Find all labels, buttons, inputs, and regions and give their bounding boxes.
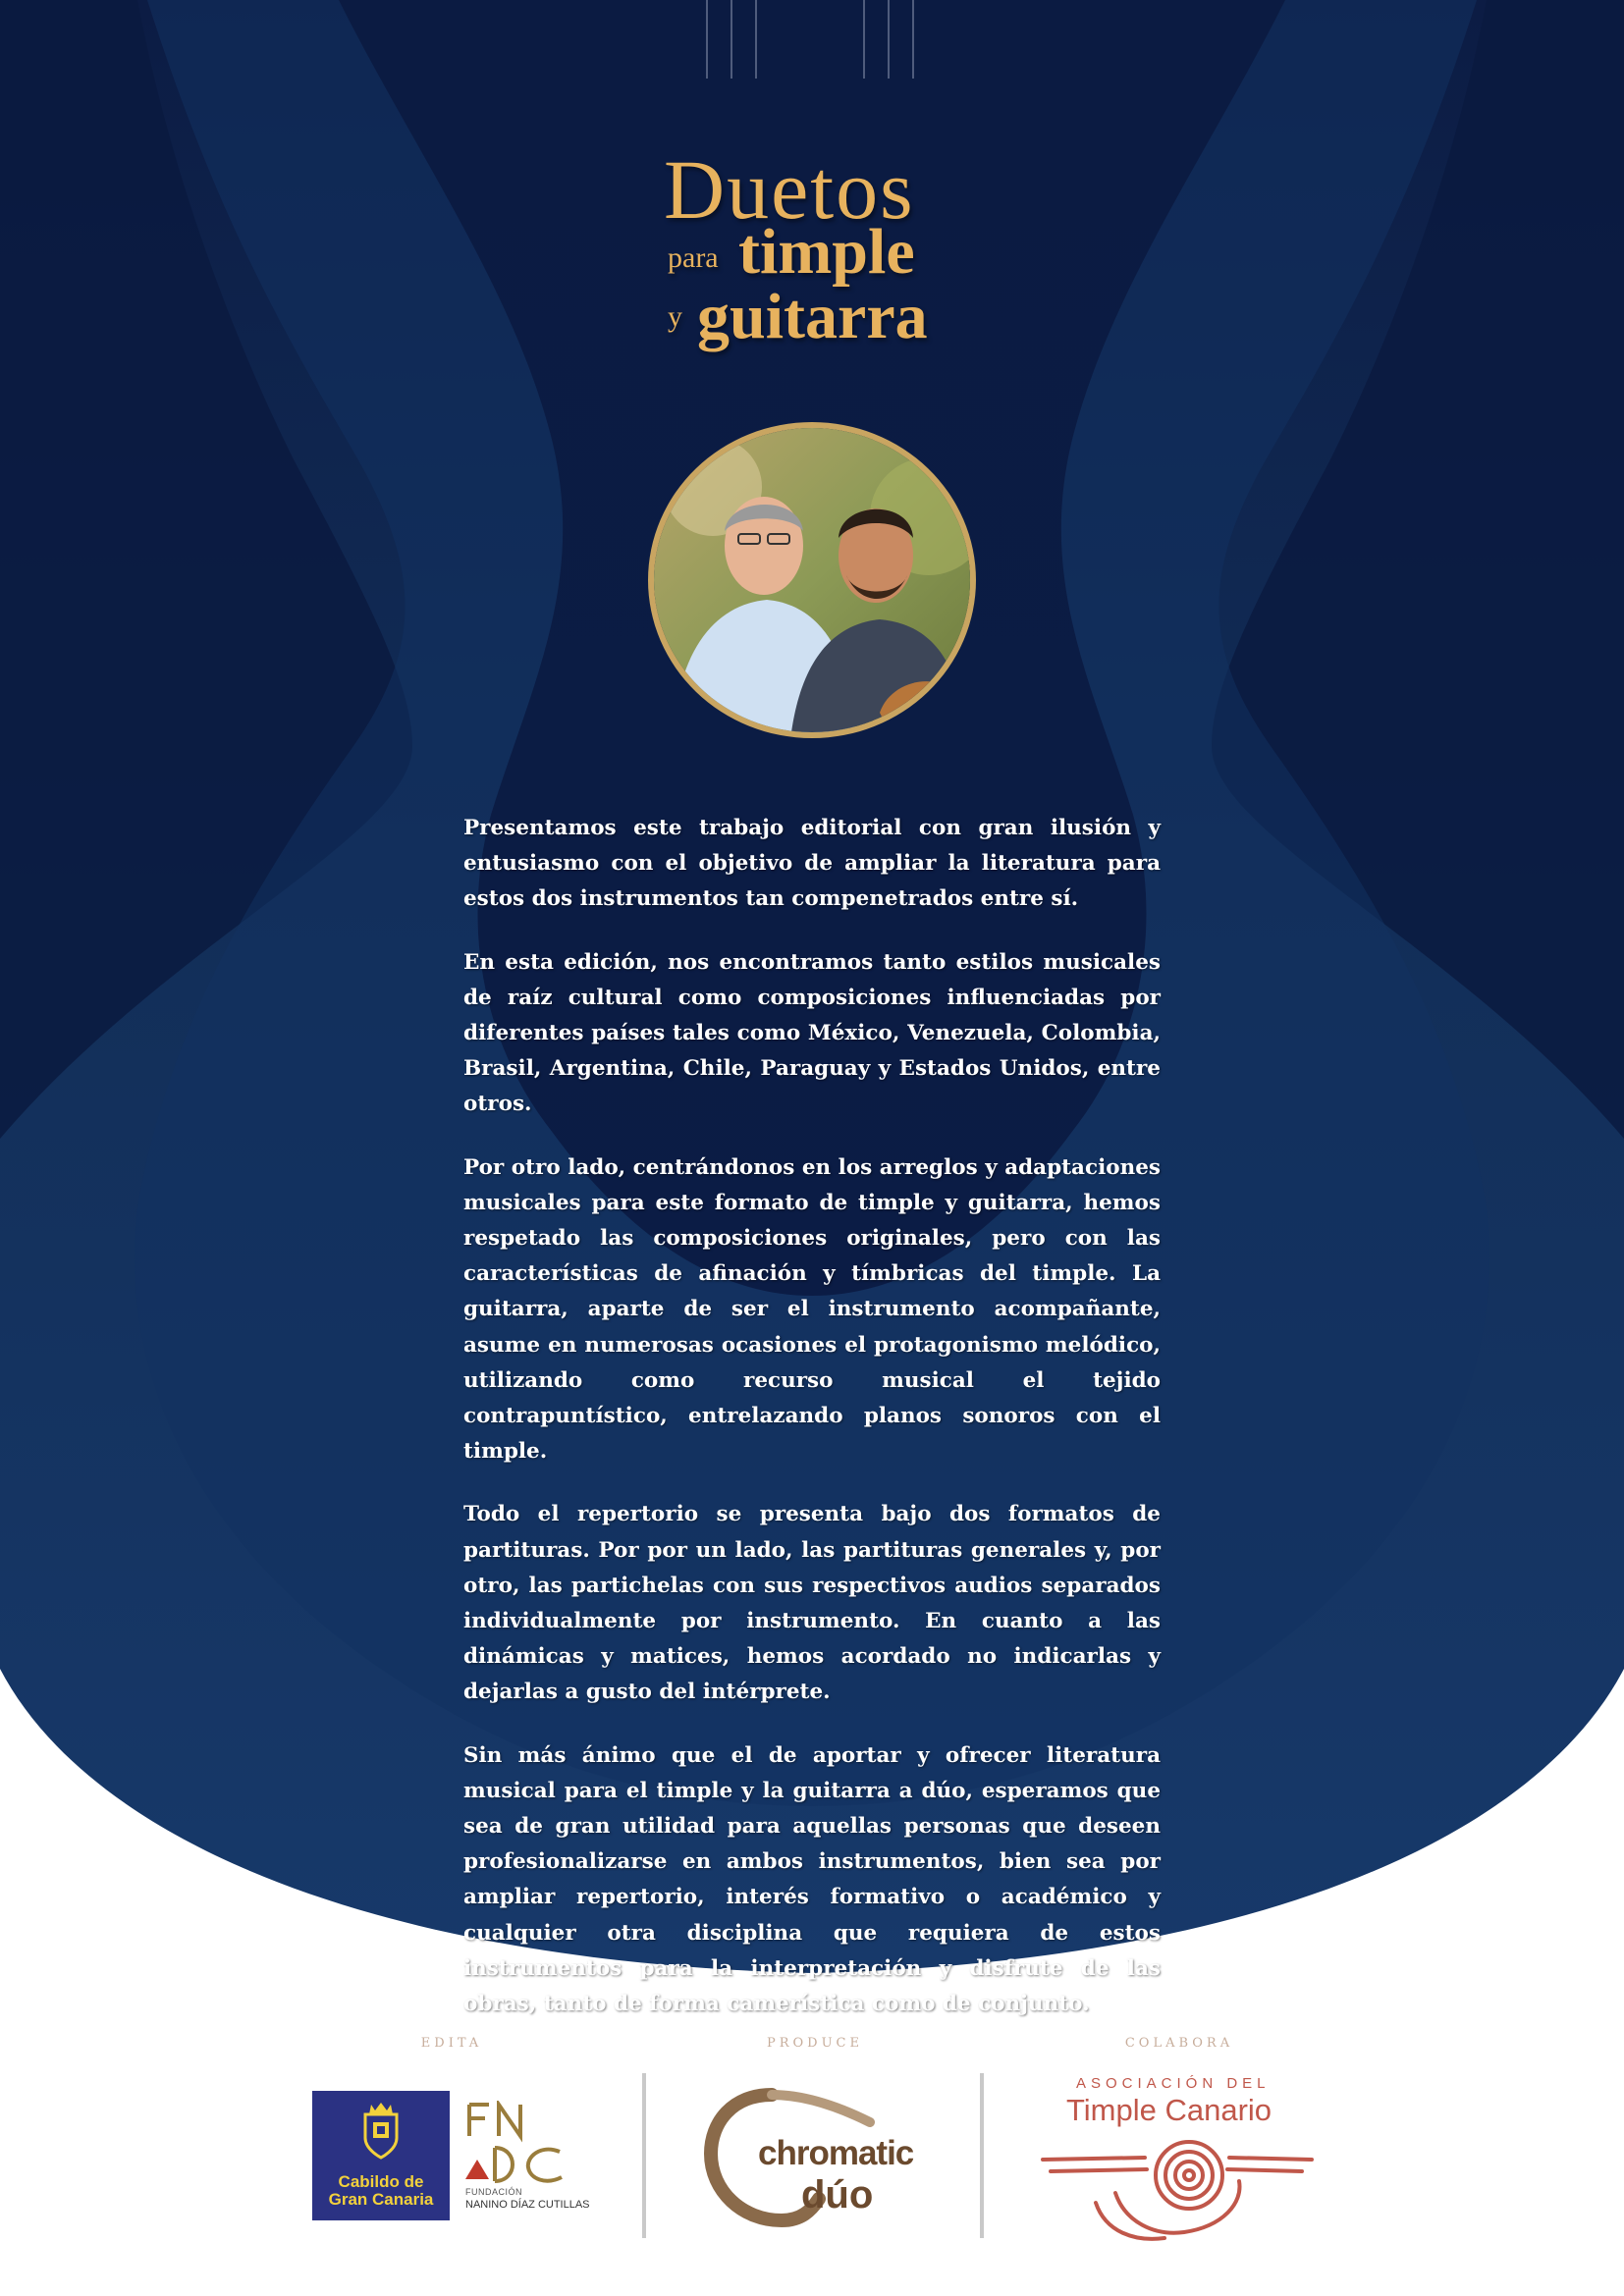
timple-line-2: Timple Canario bbox=[1066, 2093, 1272, 2127]
chromatic-line-2: dúo bbox=[801, 2173, 874, 2216]
fndc-mark-icon bbox=[461, 2101, 579, 2183]
paragraph-4: Todo el repertorio se presenta bajo dos formatos de partituras. Por por un lado, las partituras generales y, por otro, las partichelas con sus respectivos audios separados individualmente por instrumento. En cuanto a las dinámicas y matices, hemos acordado no indicarlas y dejarlas a gusto del intérprete. bbox=[463, 1502, 1161, 1705]
book-title bbox=[0, 142, 1624, 363]
title-guitarra: guitarra bbox=[697, 281, 928, 352]
fndc-subtitle-1: FUNDACIÓN bbox=[465, 2187, 522, 2197]
paragraph-2: En esta edición, nos encontramos tanto estilos musicales de raíz cultural como composiciones influenciadas por diferentes países tales como México, Venezuela, Colombia, Brasil, Argentina, Chile, Paraguay y Estados Unidos, entre otros. bbox=[463, 949, 1161, 1117]
title-para: para bbox=[668, 241, 719, 274]
edita-label: EDITA bbox=[420, 2036, 483, 2051]
portrait-photo-icon bbox=[654, 428, 970, 732]
title-timple: timple bbox=[738, 216, 915, 288]
chromatic-duo-logo bbox=[703, 2083, 939, 2230]
chromatic-line-1: chromatic bbox=[758, 2134, 914, 2172]
footer-divider-left bbox=[642, 2073, 646, 2238]
fundacion-nanino-diaz-cutillas-logo bbox=[461, 2101, 599, 2218]
paragraph-5: Sin más ánimo que el de aportar y ofrecer literatura musical para el timple y la guitarra a dúo, esperamos que sea de gran utilidad para aquellas personas que deseen profesionalizarse en ambos instrumentos, bien sea por ampliar repertorio, interés formativo o académico y cualquier otra disciplina que requiera de estos instrumentos para la interpretación y disfrute de las obras, tanto de forma camerística como de conjunto. bbox=[463, 1742, 1161, 2017]
cabildo-line-2: Gran Canaria bbox=[328, 2190, 434, 2209]
paragraph-3: Por otro lado, centrándonos en los arreglos y adaptaciones musicales para este formato de timple y guitarra, hemos respetado las composiciones originales, pero con las características de afinación y tímbricas del timple. La guitarra, aparte de ser el instrumento acompañante, asume en numerosas ocasiones el protagonismo melódico, utilizando como recurso musical el tejido contrapuntístico, entrelazando planos sonoros con el timple. bbox=[463, 1154, 1161, 1465]
title-duetos: Duetos bbox=[664, 142, 915, 237]
footer-divider-right bbox=[980, 2073, 984, 2238]
cabildo-gran-canaria-logo bbox=[312, 2091, 450, 2220]
asociacion-timple-canario-logo bbox=[1037, 2073, 1322, 2240]
cabildo-crest-icon bbox=[359, 2101, 403, 2160]
produce-label: PRODUCE bbox=[766, 2036, 863, 2051]
paragraph-1: Presentamos este trabajo editorial con gran ilusión y entusiasmo con el objetivo de ampliar la literatura para estos dos instrumentos tan compenetrados entre sí. bbox=[463, 816, 1161, 912]
timple-line-1: ASOCIACIÓN DEL bbox=[1076, 2075, 1271, 2092]
fndc-subtitle-2: NANINO DÍAZ CUTILLAS bbox=[465, 2199, 590, 2211]
colabora-label: COLABORA bbox=[1124, 2036, 1234, 2051]
timple-spiral-icon bbox=[1037, 2134, 1322, 2242]
authors-portrait-photo bbox=[648, 422, 976, 738]
introduction-text bbox=[463, 811, 1161, 2050]
cabildo-line-1: Cabildo de bbox=[338, 2172, 424, 2191]
title-y: y bbox=[668, 300, 682, 333]
